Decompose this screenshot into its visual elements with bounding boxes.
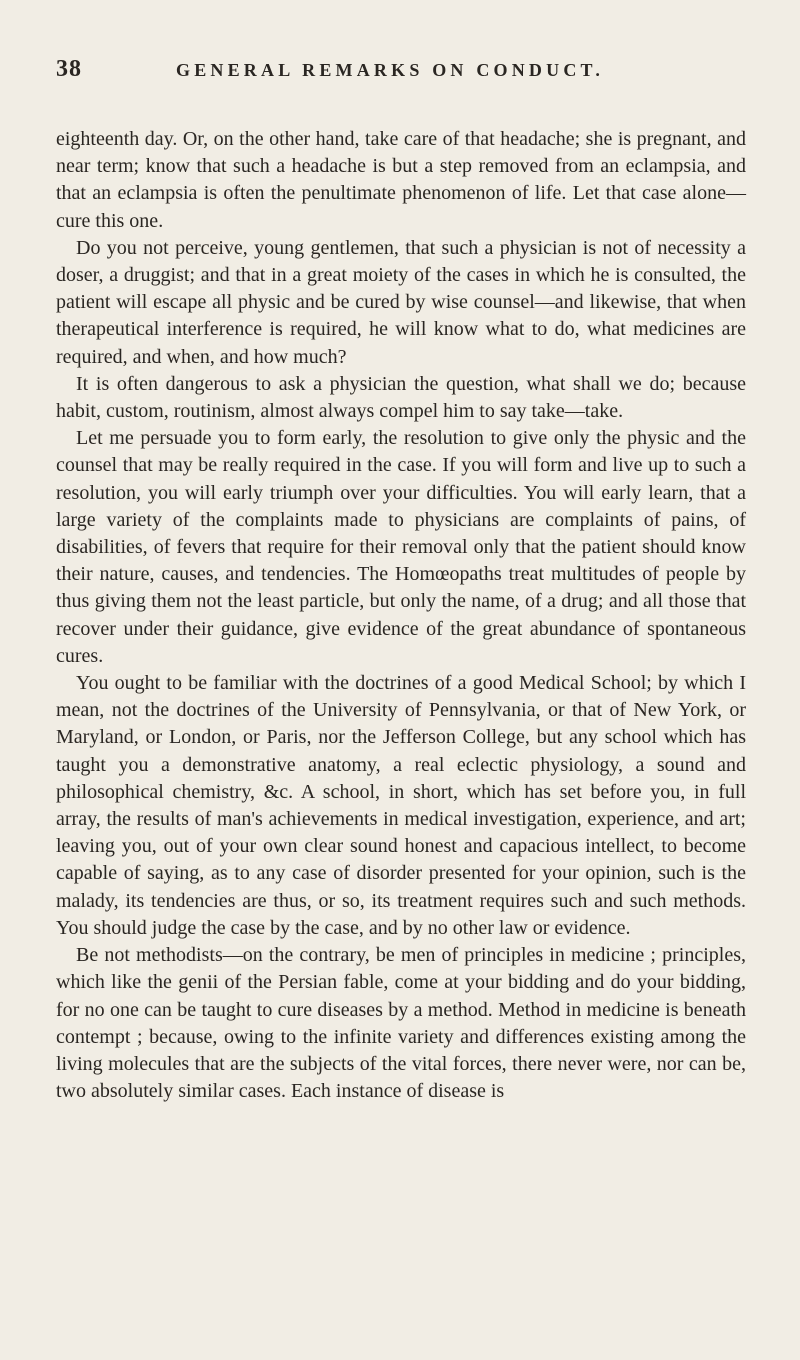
page-header [0, 54, 800, 94]
paragraph: You ought to be familiar with the doctrines of a good Medical School; by which I mean, not the doctrines of the University of Pennsylvania, or that of New York, or Maryland, or London, or Paris, nor the Jefferson College, but any school which has taught you a demonstrative anatomy, a real eclectic physiology, a sound and philosophical chemistry, &c. A school, in short, which has set before you, in full array, the results of man's achievements in medical investigation, experience, and art; leaving you, out of your own clear sound honest and capacious intellect, to become capable of saying, as to any case of disorder presented for your opinion, such is the malady, its tendencies are thus, or so, its treatment requires such and such methods. You should judge the case by the case, and by no other law or evidence. [56, 672, 746, 939]
paragraph: Do you not perceive, young gentlemen, that such a physician is not of necessity a doser, a druggist; and that in a great moiety of the cases in which he is consulted, the patient will escape all physic and be cured by wise counsel—and likewise, that when therapeutical interference is required, he will know what to do, what medicines are required, and when, and how much? [56, 236, 746, 368]
paragraph: eighteenth day. Or, on the other hand, take care of that headache; she is pregnant, and near term; know that such a headache is but a step removed from an eclampsia, and that an eclampsia is often the penultimate phenomenon of life. Let that case alone—cure this one. [56, 128, 746, 232]
page-number: 38 [56, 56, 82, 82]
running-head: GENERAL REMARKS ON CONDUCT. [176, 60, 605, 80]
paragraph: It is often dangerous to ask a physician the question, what shall we do; because habit, custom, routinism, almost always compel him to say take—take. [56, 372, 746, 423]
paragraph: Be not methodists—on the contrary, be men of principles in medicine ; principles, which like the genii of the Persian fable, come at your bidding and do your bidding, for no one can be taught to cure diseases by a method. Method in medicine is beneath contempt ; because, owing to the infinite variety and differences existing among the living molecules that are the subjects of the vital forces, there never were, nor can be, two absolutely similar cases. Each instance of disease is [56, 944, 746, 1103]
body-text [56, 126, 746, 1105]
paragraph: Let me persuade you to form early, the resolution to give only the physic and the counsel that may be really required in the case. If you will form and live up to such a resolution, you will early triumph over your difficulties. You will early learn, that a large variety of the complaints made to physicians are complaints of pains, of disabilities, of fevers that require for their removal only that the patient should know their nature, causes, and tendencies. The Homœopaths treat multitudes of people by thus giving them not the least particle, but only the name, of a drug; and all those that recover under their guidance, give evidence of the great abundance of spontaneous cures. [56, 427, 746, 667]
